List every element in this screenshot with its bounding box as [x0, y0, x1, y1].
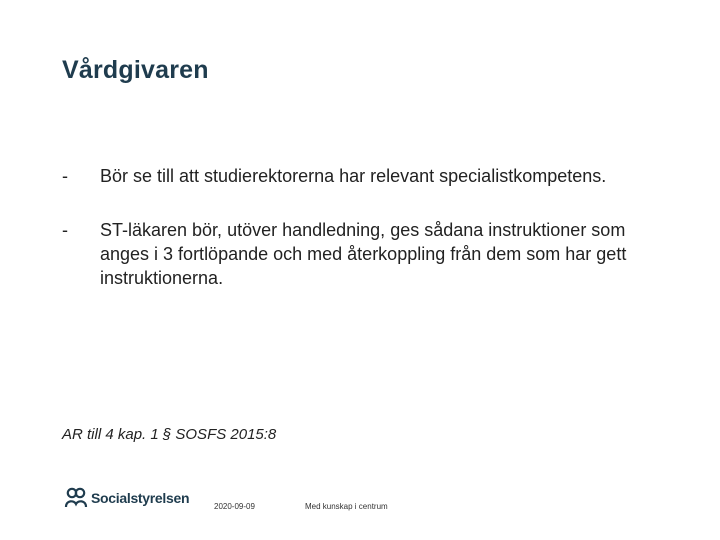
- bullet-text: ST-läkaren bör, utöver handledning, ges sådana instruktioner som anges i 3 fortlöpande och med återkoppling från dem som har gett instruktionerna.: [100, 220, 627, 288]
- logo-text: Socialstyrelsen: [91, 490, 190, 506]
- page-title: Vårdgivaren: [62, 56, 209, 84]
- list-item: [62, 164, 662, 188]
- footer-date: 2020-09-09: [214, 502, 255, 511]
- reference-note: AR till 4 kap. 1 § SOSFS 2015:8: [62, 426, 277, 443]
- logo: [64, 487, 189, 509]
- list-item: [62, 218, 662, 290]
- bullet-text: Bör se till att studierektorerna har relevant specialistkompetens.: [100, 166, 607, 186]
- bullet-marker: -: [62, 220, 68, 240]
- footer-tagline: Med kunskap i centrum: [305, 502, 388, 511]
- bullet-list: [62, 164, 662, 290]
- bullet-marker: -: [62, 166, 68, 186]
- footer: [0, 485, 720, 525]
- socialstyrelsen-logo-icon: [64, 487, 88, 509]
